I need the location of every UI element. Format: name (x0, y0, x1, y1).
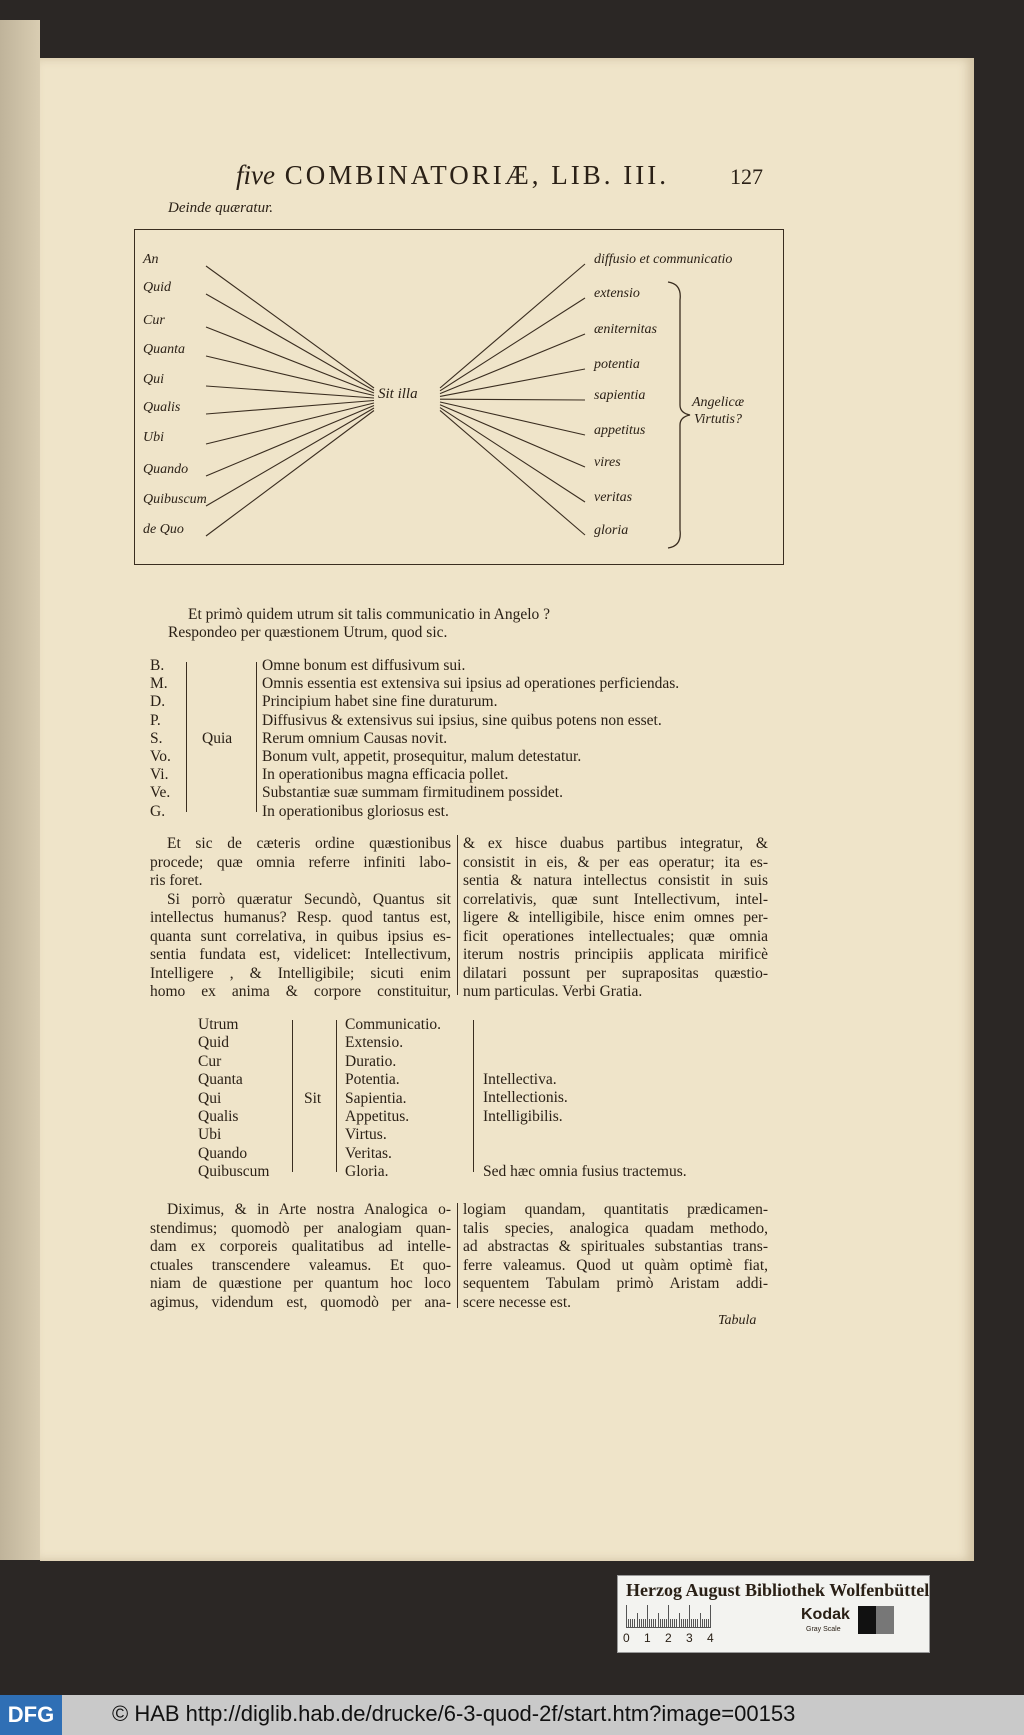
row-letter: G. (150, 802, 166, 820)
kodak-brand: Kodak (801, 1606, 850, 1623)
right-ray (440, 408, 585, 502)
text-line: ctuales transcendere valeamus. Et quo- (150, 1256, 451, 1274)
text-line: logiam quandam, quantitatis prædicamen- (463, 1201, 768, 1218)
diagram-right-label: sapientia (594, 388, 646, 403)
row-letter: S. (150, 729, 163, 747)
text-line: dam ex corporeis qualitatibus ad intelle- (150, 1238, 451, 1255)
ruler-number: 4 (707, 1631, 714, 1645)
ruler-tick (651, 1619, 652, 1627)
left-ray (206, 403, 374, 444)
catchword: Tabula (718, 1313, 757, 1328)
ruler-tick (687, 1619, 688, 1627)
ruler-tick (704, 1619, 705, 1627)
ruler (626, 1606, 711, 1628)
text-line: Et sic de cæteris ordine quæstionibus (167, 835, 451, 852)
text-line: stendimus; quomodò per analogiam quan- (150, 1219, 451, 1237)
bracket (336, 1020, 337, 1172)
ruler-tick (632, 1619, 633, 1627)
ruler-tick (706, 1619, 707, 1627)
text-line: ficit operationes intellectuales; quæ omnia (463, 927, 768, 945)
text-line: sentia & natura intellectus consistit in suis (463, 872, 768, 889)
ruler-tick (626, 1605, 627, 1627)
row-reason: Omnis essentia est extensiva sui ipsius ad operationes perficiendas. (262, 675, 680, 693)
text-line: intellectus humanus? Resp. quod tantus est, (150, 909, 451, 926)
text-line: talis species, analogica quadam methodo, (463, 1219, 768, 1237)
object-word: Intellectionis. (483, 1089, 568, 1107)
left-ray (206, 266, 374, 388)
footer-copyright-link[interactable]: © HAB http://diglib.hab.de/drucke/6-3-quod-2f/start.htm?image=00153 (112, 1701, 796, 1726)
text-line: ris foret. (150, 872, 203, 889)
ruler-tick (710, 1605, 711, 1627)
ruler-tick (641, 1619, 642, 1627)
bracket (256, 662, 257, 812)
diagram-left-label: Quanta (143, 342, 185, 357)
text-line: & ex hisce duabus partibus integratur, & (463, 835, 768, 852)
ruler-tick (693, 1619, 694, 1627)
diagram-left-label: An (143, 252, 159, 267)
sit-label: Sit (304, 1090, 322, 1107)
attribute-word: Sapientia. (345, 1089, 407, 1107)
ruler-number: 3 (686, 1631, 693, 1645)
diagram-left-label: Quando (143, 462, 189, 477)
row-reason: Rerum omnium Causas novit. (262, 729, 448, 747)
closing-line: Sed hæc omnia fusius tractemus. (483, 1163, 687, 1180)
ruler-tick (628, 1619, 629, 1627)
object-word: Intelligibilis. (483, 1107, 563, 1125)
para-question: Et primò quidem utrum sit talis communicatio in Angelo ? (188, 606, 551, 623)
diagram-left-label: Cur (143, 313, 165, 328)
attribute-word: Appetitus. (345, 1108, 410, 1125)
diagram-right-label: diffusio et communicatio (594, 252, 733, 267)
ruler-tick (643, 1619, 644, 1627)
diagram-left-label: Quid (143, 280, 171, 295)
column-rule (457, 835, 458, 995)
text-line: iterum nostris principiis applicata mirificè (463, 946, 768, 963)
text-line: Si porrò quæratur Secundò, Quantus sit (167, 890, 451, 908)
bracket (473, 1020, 474, 1172)
diagram-left-label: Qui (143, 372, 164, 387)
diagram-right-label: vires (594, 455, 621, 470)
footer-bar (0, 1695, 1024, 1735)
question-word: Ubi (198, 1126, 222, 1144)
ruler-tick (639, 1619, 640, 1627)
ruler-tick (647, 1605, 648, 1627)
diagram-right-label: veritas (594, 490, 633, 505)
diagram-right-label: gloria (594, 523, 629, 538)
ruler-tick (676, 1619, 677, 1627)
row-reason: In operationibus magna efficacia pollet. (262, 766, 509, 784)
right-ray (440, 264, 585, 388)
right-ray (440, 334, 585, 394)
row-letter: D. (150, 693, 166, 711)
left-ray (206, 327, 374, 393)
diagram-left-label: Quibuscum (143, 492, 207, 507)
right-ray (440, 410, 585, 535)
ruler-tick (689, 1605, 690, 1627)
ruler-tick (691, 1619, 692, 1627)
right-ray (440, 402, 585, 435)
brace-label-1: Angelicæ (692, 395, 745, 410)
ruler-tick (664, 1619, 665, 1627)
attribute-word: Extensio. (345, 1034, 404, 1052)
header-prefix: five (236, 160, 275, 190)
right-ray (440, 298, 585, 391)
ruler-tick (655, 1619, 656, 1627)
text-line: agimus, videndum est, quomodò per ana- (150, 1293, 451, 1311)
question-word: Utrum (198, 1016, 239, 1033)
row-reason: Bonum vult, appetit, prosequitur, malum detestatur. (262, 748, 582, 765)
right-ray (440, 399, 585, 400)
ruler-tick (685, 1619, 686, 1627)
intro-text: Deinde quæratur. (168, 200, 273, 216)
curly-brace (668, 282, 690, 548)
kodak-sub: Gray Scale (806, 1626, 841, 1633)
text-line: scere necesse est. (463, 1293, 572, 1311)
ruler-tick (679, 1613, 680, 1627)
ruler-tick (630, 1619, 631, 1627)
column-rule (457, 1203, 458, 1308)
row-letter: B. (150, 657, 165, 674)
text-line: niam de quæstione per quantum hoc loco (150, 1275, 451, 1292)
ruler-number: 0 (623, 1631, 630, 1645)
diagram-center-label: Sit illa (378, 386, 418, 402)
right-ray (440, 405, 585, 467)
brace-label-2: Virtutis? (694, 412, 742, 427)
diagram-right-label: æniternitas (594, 322, 658, 337)
question-word: Qualis (198, 1108, 239, 1125)
quia-label: Quia (202, 730, 233, 747)
right-ray (440, 369, 585, 396)
ruler-tick (666, 1619, 667, 1627)
ruler-tick (653, 1619, 654, 1627)
attribute-word: Communicatio. (345, 1016, 442, 1033)
text-line: ad abstractas & spirituales substantias trans- (463, 1238, 768, 1255)
text-line: quanta sunt correlativa, in quibus ipsius es- (150, 927, 451, 945)
text-line: sentia fundata est, videlicet: Intellectivum, (150, 946, 451, 963)
ruler-tick (697, 1619, 698, 1627)
row-letter: Vi. (150, 766, 169, 784)
attribute-word: Gloria. (345, 1163, 389, 1181)
row-letter: Ve. (150, 784, 171, 802)
text-line: num particulas. Verbi Gratia. (463, 983, 643, 1000)
header-title: COMBINATORIÆ, LIB. III. (284, 160, 669, 190)
ruler-tick (649, 1619, 650, 1627)
diagram-left-label: Ubi (143, 430, 164, 445)
diagram-right-label: extensio (594, 286, 640, 301)
ruler-tick (660, 1619, 661, 1627)
left-ray (206, 386, 374, 398)
diagram-right-label: appetitus (594, 423, 646, 438)
row-letter: P. (150, 711, 161, 729)
ruler-tick (702, 1619, 703, 1627)
diagram-right-label: potentia (594, 357, 640, 372)
row-reason: Omne bonum est diffusivum sui. (262, 657, 466, 674)
object-word: Intellectiva. (483, 1071, 557, 1088)
ruler-tick (683, 1619, 684, 1627)
text-line: correlativis, quæ sunt Intellectivum, intel- (463, 890, 768, 908)
text-line: Diximus, & in Arte nostra Analogica o- (167, 1201, 451, 1218)
ruler-tick (658, 1613, 659, 1627)
left-ray (206, 411, 374, 537)
question-word: Qui (198, 1089, 222, 1107)
row-letter: M. (150, 675, 168, 693)
dfg-logo: DFG (0, 1695, 62, 1735)
question-word: Quanta (198, 1071, 243, 1089)
attribute-word: Duratio. (345, 1052, 397, 1070)
ruler-tick (668, 1605, 669, 1627)
left-ray (206, 406, 374, 477)
text-line: dilatari possunt per suprapositas quæstio- (463, 964, 768, 982)
ruler-tick (700, 1613, 701, 1627)
library-color-target (617, 1575, 930, 1653)
text-line: sequentem Tabulam primò Aristam addi- (463, 1275, 768, 1292)
library-name: Herzog August Bibliothek Wolfenbüttel (626, 1580, 930, 1600)
left-ray (206, 408, 374, 506)
text-line: ferre valeamus. Quod ut quàm optimè fiat, (463, 1256, 768, 1274)
row-reason: Substantiæ suæ summam firmitudinem possidet. (262, 784, 563, 802)
question-word: Quando (198, 1144, 248, 1162)
row-reason: Diffusivus & extensivus sui ipsius, sine quibus potens non esset. (262, 711, 662, 729)
diagram-left-label: Qualis (143, 400, 181, 415)
diagram-left-label: de Quo (143, 522, 184, 537)
bracket (292, 1020, 293, 1172)
ruler-number: 1 (644, 1631, 651, 1645)
ruler-tick (634, 1619, 635, 1627)
question-word: Quibuscum (198, 1163, 270, 1181)
ruler-tick (637, 1613, 638, 1627)
page-number: 127 (730, 164, 763, 189)
attribute-word: Virtus. (345, 1126, 387, 1144)
ruler-tick (670, 1619, 671, 1627)
row-letter: Vo. (150, 748, 171, 765)
text-line: ligere & intelligibile, hisce enim omnes per- (463, 909, 768, 926)
question-word: Cur (198, 1052, 222, 1070)
ruler-tick (708, 1619, 709, 1627)
ruler-tick (645, 1619, 646, 1627)
ruler-tick (681, 1619, 682, 1627)
text-line: procede; quæ omnia referre infiniti labo- (150, 853, 451, 871)
para-answer: Respondeo per quæstionem Utrum, quod sic. (168, 624, 448, 641)
bracket (186, 662, 187, 812)
text-line: Intelligere , & Intelligibile; sicuti enim (150, 964, 451, 982)
text-line: consistit in eis, & per eas operatur; ita es- (463, 853, 768, 871)
ruler-number: 2 (665, 1631, 672, 1645)
question-word: Quid (198, 1034, 229, 1052)
left-ray (206, 401, 374, 415)
row-reason: In operationibus gloriosus est. (262, 802, 449, 820)
attribute-word: Veritas. (345, 1144, 392, 1162)
gray-patch-mid (876, 1606, 894, 1634)
row-reason: Principium habet sine fine duraturum. (262, 693, 498, 711)
ruler-tick (674, 1619, 675, 1627)
ruler-tick (662, 1619, 663, 1627)
text-line: homo ex anima & corpore constituitur, (150, 983, 451, 1000)
ruler-tick (695, 1619, 696, 1627)
attribute-word: Potentia. (345, 1071, 400, 1089)
ruler-tick (672, 1619, 673, 1627)
gray-patch-black (858, 1606, 876, 1634)
